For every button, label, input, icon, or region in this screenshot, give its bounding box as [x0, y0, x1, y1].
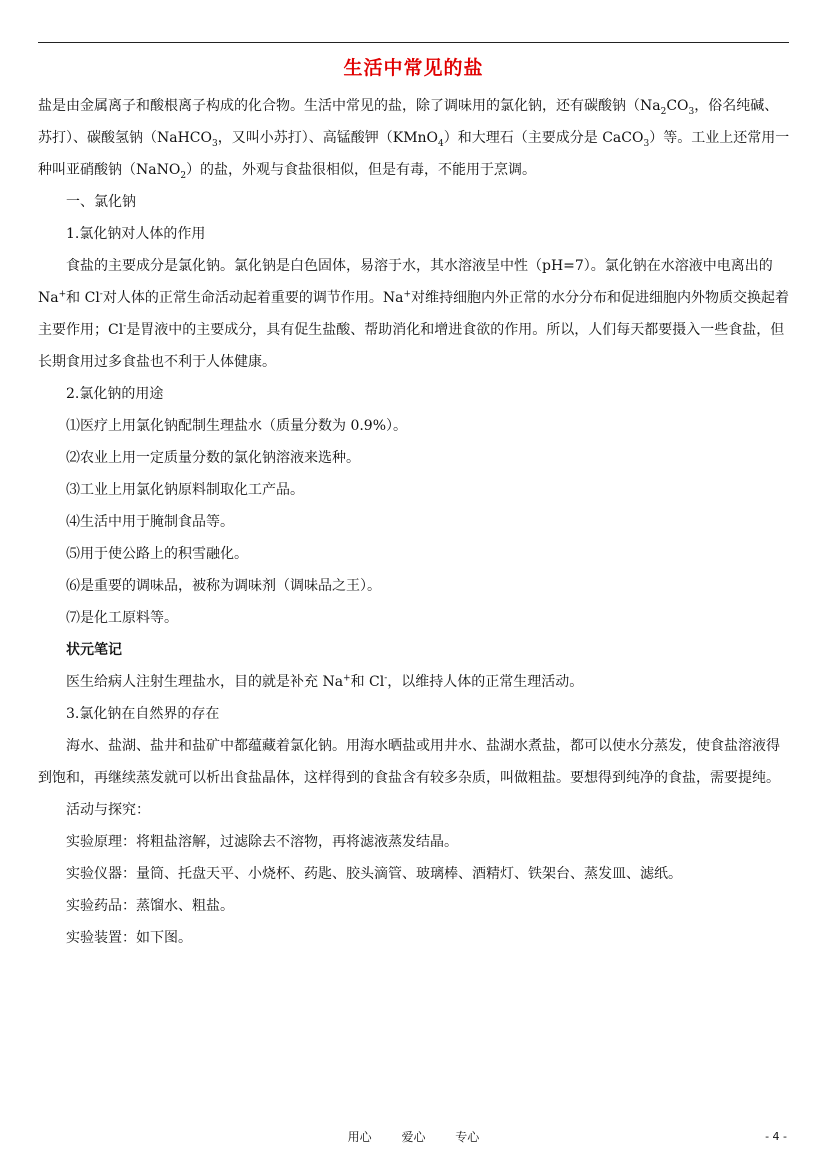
use-item: ⑷生活中用于腌制食品等。	[66, 514, 234, 530]
note-sup-1: +	[343, 673, 351, 684]
p1-sup-3: +	[403, 289, 411, 300]
note-heading: 状元笔记	[66, 642, 122, 658]
header-rule	[38, 42, 789, 43]
p1-sup-1: +	[58, 289, 67, 300]
note-paragraph	[38, 666, 790, 698]
intro-sub-4: 4	[438, 138, 444, 149]
body-paragraph-3: 海水、盐湖、盐井和盐矿中都蕴藏着氯化钠。用海水晒盐或用井水、盐湖水煮盐，都可以使水分蒸发，使食盐溶液得到饱和，再继续蒸发就可以析出食盐晶体，这样得到的食盐含有较多杂质，叫做粗盐。要想得到纯净的食盐，需要提纯。	[38, 738, 780, 786]
p1-text-3: 对人体的正常生命活动起着重要的调节作用。Na	[102, 290, 404, 306]
activity-heading: 活动与探究：	[66, 802, 150, 818]
intro-sub-1: 2	[660, 106, 667, 117]
use-item: ⑸用于使公路上的积雪融化。	[66, 546, 248, 562]
note-sup-2: -	[384, 673, 388, 684]
note-text-2: 和 Cl	[350, 674, 385, 690]
subheading-1: 1.氯化钠对人体的作用	[66, 226, 206, 242]
use-item: ⑺是化工原料等。	[66, 610, 178, 626]
intro-sub-2: 3	[688, 106, 695, 117]
body-paragraph-1	[38, 250, 790, 378]
intro-text-3: ，俗名纯碱、苏打）、碳酸氢钠（NaHCO	[38, 98, 779, 146]
experiment-principle: 实验原理：将粗盐溶解，过滤除去不溶物，再将滤液蒸发结晶。	[66, 834, 458, 850]
p1-text-1: 食盐的主要成分是氯化钠。氯化钠是白色固体，易溶于水，其水溶液呈中性（pH=7）。氯化钠在水溶液中电离出的 Na	[38, 258, 773, 306]
p1-text-5: 是胃液中的主要成分，具有促生盐酸、帮助消化和增进食欲的作用。所以，人们每天都要摄入一些食盐，但长期食用过多食盐也不利于人体健康。	[38, 322, 785, 370]
intro-text-5: ）和大理石（主要成分是 CaCO	[443, 130, 644, 146]
p1-sup-4: -	[123, 321, 127, 332]
note-text-1: 医生给病人注射生理盐水，目的就是补充 Na	[66, 674, 344, 690]
experiment-reagents: 实验药品：蒸馏水、粗盐。	[66, 898, 234, 914]
footer-slogan: 用心 爱心 专心	[347, 1130, 480, 1144]
intro-sub-6: 2	[180, 170, 187, 181]
intro-text-2: CO	[666, 98, 689, 114]
p1-sup-2: -	[99, 289, 103, 300]
document-body	[38, 90, 790, 954]
section-heading-1: 一、氯化钠	[66, 194, 136, 210]
p1-text-4: 对维持细胞内外正常的水分分布和促进细胞内外物质交换起着主要作用；Cl	[38, 290, 789, 338]
use-item: ⑶工业上用氯化钠原料制取化工产品。	[66, 482, 304, 498]
intro-text-6: ）等。工业上还常用一种叫亚硝酸钠（NaNO	[38, 130, 790, 178]
intro-sub-5: 3	[643, 138, 650, 149]
intro-text-7: ）的盐，外观与食盐很相似，但是有毒，不能用于烹调。	[186, 162, 537, 178]
p1-text-2: 和 Cl	[66, 290, 100, 306]
use-item: ⑹是重要的调味品，被称为调味剂（调味品之王）。	[66, 578, 381, 594]
experiment-instruments: 实验仪器：量筒、托盘天平、小烧杯、药匙、胶头滴管、玻璃棒、酒精灯、铁架台、蒸发皿、滤纸。	[66, 866, 682, 882]
use-item: ⑴医疗上用氯化钠配制生理盐水（质量分数为 0.9%）。	[66, 418, 408, 434]
subheading-2: 2.氯化钠的用途	[66, 386, 164, 402]
note-text-3: ，以维持人体的正常生理活动。	[387, 674, 584, 690]
page-number: - 4 -	[765, 1130, 787, 1143]
intro-sub-3: 3	[212, 138, 218, 149]
experiment-apparatus: 实验装置：如下图。	[66, 930, 192, 946]
subheading-3: 3.氯化钠在自然界的存在	[66, 706, 220, 722]
use-item: ⑵农业上用一定质量分数的氯化钠溶液来选种。	[66, 450, 360, 466]
intro-text-4: ，又叫小苏打）、高锰酸钾（KMnO	[217, 130, 439, 146]
intro-paragraph	[38, 90, 790, 186]
page-title: 生活中常见的盐	[343, 57, 484, 79]
intro-text-1: 盐是由金属离子和酸根离子构成的化合物。生活中常见的盐，除了调味用的氯化钠，还有碳酸钠（Na	[38, 98, 661, 114]
